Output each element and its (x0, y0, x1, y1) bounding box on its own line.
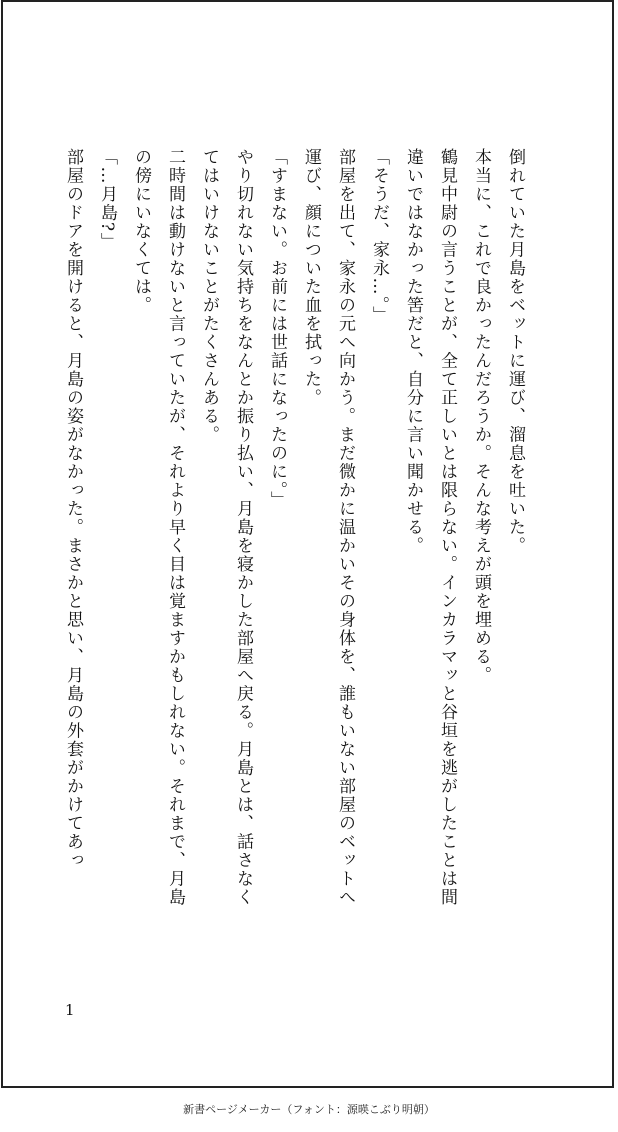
paragraph: 「すまない。お前には世話になったのに。」 (267, 148, 287, 510)
paragraph: 部屋のドアを開けると、月島の姿がなかった。まさかと思い、月島の外套がかけてあっ (63, 148, 83, 870)
paragraph: 鶴見中尉の言うことが、全て正しいとは限らない。インカラマッと谷垣を逃がしたことは間違いではなかった筈だと、自分に言い聞かせる。 (403, 148, 457, 907)
paragraph: 「そうだ、家永…。」 (369, 148, 389, 325)
page-frame (1, 0, 614, 1088)
paragraph: 部屋を出て、家永の元へ向かう。まだ微かに温かいその身体を、誰もいない部屋のベットへ運び、顔についた血を拭った。 (301, 148, 355, 907)
footer-credit: 新書ページメーカー（フォント：源暎こぶり明朝） (183, 1103, 435, 1116)
body-text (62, 148, 532, 908)
paragraph: 本当に、これで良かったんだろうか。そんな考えが頭を埋める。 (471, 148, 491, 685)
paragraph: やり切れない気持ちをなんとか振り払い、月島を寝かした部屋へ戻る。月島とは、話さなくてはいけないことがたくさんある。 (199, 148, 253, 907)
paragraph: 倒れていた月島をベットに運び、溜息を吐いた。 (505, 148, 525, 555)
paragraph: 「…月島?」 (97, 148, 117, 252)
paragraph: 二時間は動けないと言っていたが、それより早く目は覚ますかもしれない。それまで、月島の傍にいなくては。 (131, 148, 185, 907)
page-number: 1 (65, 1001, 75, 1019)
